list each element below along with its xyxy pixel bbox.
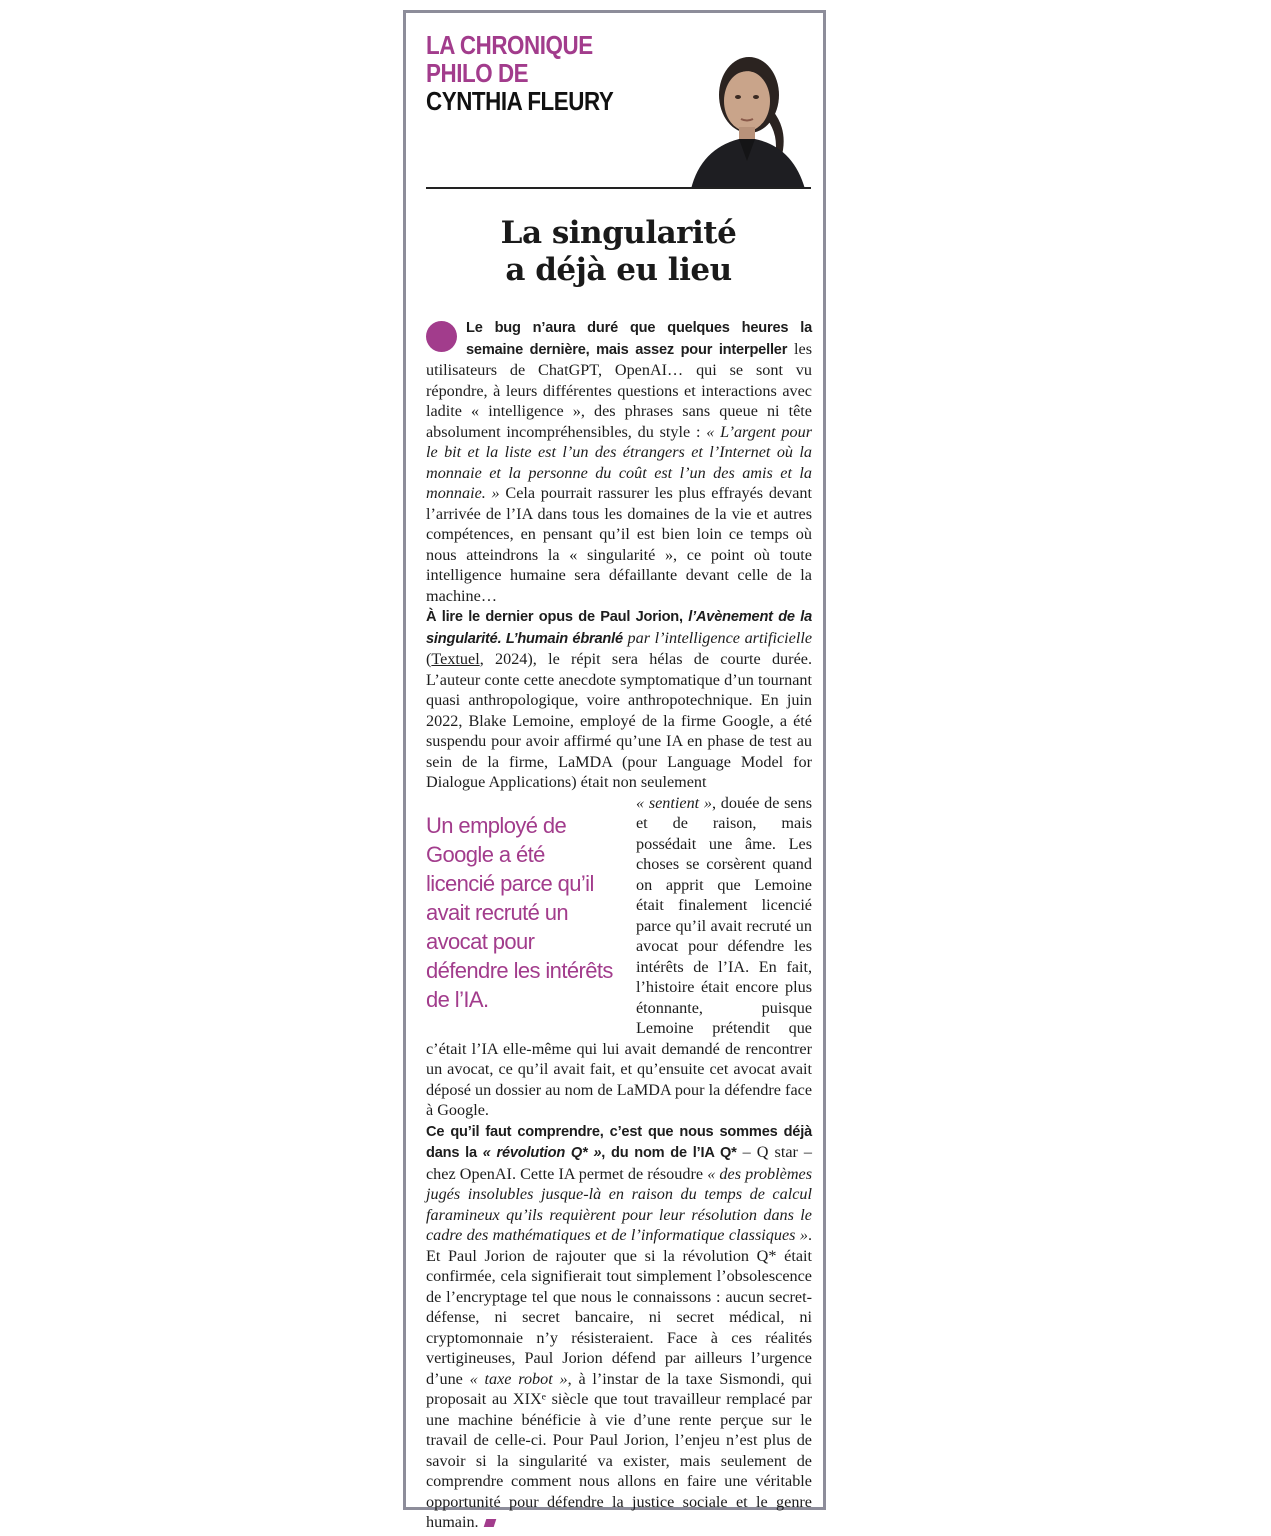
- column-header: [426, 31, 811, 189]
- lead-in-1: Le bug n’aura duré que quelques heures la semaine dernière, mais assez pour interpeller: [466, 320, 812, 358]
- book-title: l’Avènement de la singularité. L’humain ébranlé: [426, 609, 812, 647]
- paragraph-2: [426, 606, 812, 793]
- author-portrait: [681, 31, 811, 189]
- paragraph-1-text-b: Cela pourrait rassurer les plus effrayés devant l’arrivée de l’IA dans tous les domaines de la vie et autres compétences, en pensant qu’il est bien loin ce temps où nous atteindrons la « singularité », ce point où toute intelligence humaine sera défaillante devant celle de la machine…: [426, 484, 812, 605]
- article-headline: [426, 215, 811, 289]
- paragraph-1-text-a: les utilisateurs de ChatGPT, OpenAI… qui se sont vu répondre, à leurs différentes questions et interactions avec ladite « intelligence », des phrases sans queue ni tête absolument incompréhensibles, du style :: [426, 339, 813, 441]
- article-body: [426, 317, 812, 1533]
- lead-in-2: À lire le dernier opus de Paul Jorion,: [426, 609, 689, 625]
- end-mark-icon: [483, 1519, 496, 1527]
- headline-line-2: a déjà eu lieu: [505, 252, 732, 288]
- problems-quote: « des problèmes jugés insolubles jusque-là en raison du temps de calcul faramineux qu’ils requièrent pour leur résolution dans le cadre des mathématiques et de l’informatique classiques »: [426, 1164, 812, 1244]
- revolution-quote: « révolution Q* »: [482, 1145, 602, 1161]
- book-title-rest: par l’intelligence artificielle: [622, 628, 813, 647]
- bug-quote: « L’argent pour le bit et la liste est l’un des étrangers et l’Internet où la monnaie et la personne du coût est l’un des amis et la monnaie. »: [426, 422, 812, 502]
- paragraph-2-text-a: , 2024), le répit sera hélas de courte durée. L’auteur conte cette anecdote symptomatique d’un tournant quasi anthropologique, voire anthropotechnique. En juin 2022, Blake Lemoine, employé de la firme Google, a été suspendu pour avoir affirmé qu’une IA en phase de test au sein de la firme, LaMDA (pour Language Model for Dialogue Applications) était non seulement: [426, 650, 812, 791]
- kicker-line-1: LA CHRONIQUE: [426, 30, 593, 60]
- paragraph-2-text-b: , douée de sens et de raison, mais possédait une âme. Les choses se corsèrent quand on apprit que Lemoine était finalement licencié parce qu’il avait recruté un avocat pour défendre les intérêts de l’IA. En fait, l’histoire était encore plus étonnante, puisque Lemoine prétendit que c’était l’IA elle-même qui lui avait demandé de rencontrer un avocat, ce qu’il avait fait, et qu’ensuite cet avocat avait déposé un dossier au nom de LaMDA pour la défendre face à Google.: [426, 793, 812, 1119]
- paragraph-1: [426, 317, 812, 606]
- lead-in-3: Ce qu’il faut comprendre, c’est que nous sommes déjà dans la: [426, 1123, 812, 1161]
- pull-quote: Un employé de Google a été licencié parce qu’il avait recruté un avocat pour défendre les intérêts de l’IA.: [426, 812, 613, 1012]
- publisher-name: Textuel: [431, 650, 480, 668]
- taxe-robot-quote: « taxe robot »: [469, 1369, 568, 1388]
- paragraph-3-text-a: – Q star – chez OpenAI. Cette IA permet de résoudre: [426, 1143, 813, 1183]
- sentient-quote: « sentient »: [636, 793, 712, 812]
- headline-line-1: La singularité: [500, 215, 737, 251]
- paragraph-3-text-c: , à l’instar de la taxe Sismondi, qui proposait au XIXᵉ siècle que tout travailleur remplacé par une machine bénéficie à vie d’une rente perçue sur le travail de celle-ci. Pour Paul Jorion, l’enjeu n’est plus de savoir si la singularité va exister, mais seulement de comprendre comment nous allons en faire une véritable opportunité pour défendre la justice sociale et le genre humain.: [426, 1369, 812, 1531]
- header-rule: [426, 187, 811, 189]
- magenta-dot-icon: [426, 321, 457, 352]
- lead-in-3-end: , du nom de l’IA Q*: [601, 1145, 737, 1161]
- column-frame: [403, 10, 826, 1531]
- kicker-line-2: PHILO DE: [426, 58, 529, 88]
- paragraph-3: [426, 1121, 812, 1533]
- author-name: CYNTHIA FLEURY: [426, 86, 614, 116]
- paren-open: (: [426, 650, 432, 668]
- paragraph-3-text-b: . Et Paul Jorion de rajouter que si la révolution Q* était confirmée, cela signifierait tout simplement l’obsolescence de l’encryptage tel que nous le connaissons : aucun secret-défense, ni secret bancaire, ni secret médical, ni cryptomonnaie n’y résisteraient. Face à ces réalités vertigineuses, Paul Jorion défend par ailleurs l’urgence d’une: [426, 1226, 812, 1388]
